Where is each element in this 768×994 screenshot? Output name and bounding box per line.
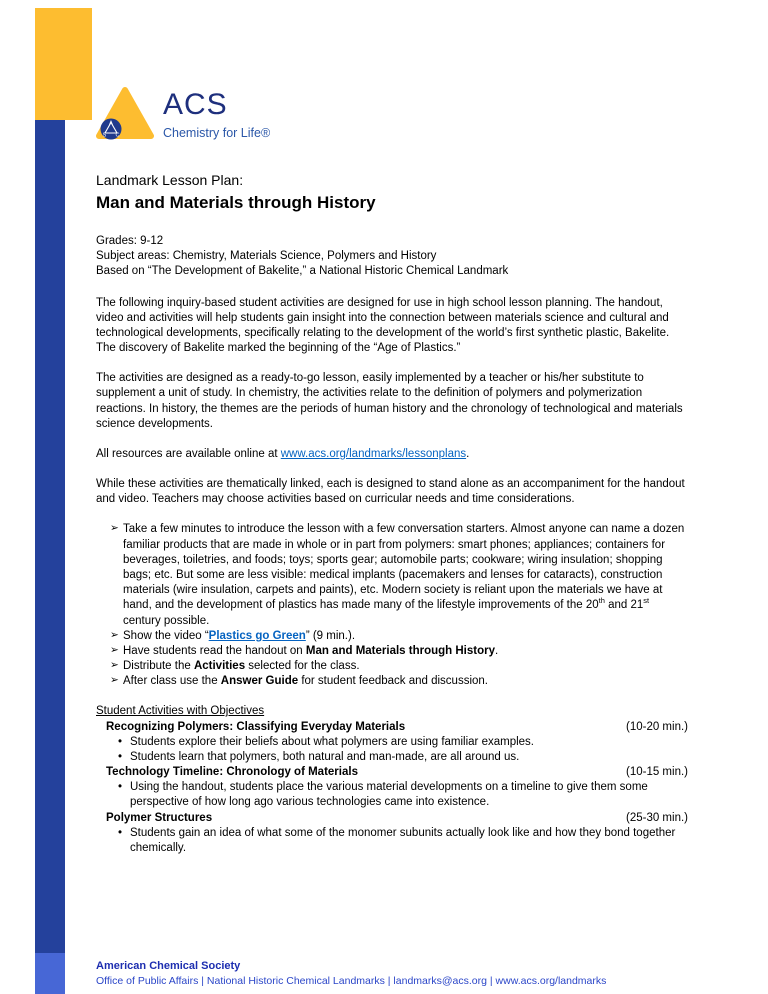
objective-text: Students learn that polymers, both natural and man-made, are all around us. <box>130 750 520 763</box>
activity-title-row <box>106 720 688 735</box>
left-blue-stripe <box>35 8 65 953</box>
list-item-text <box>123 674 688 689</box>
footer-info: Office of Public Affairs | National Historic Chemical Landmarks | landmarks@acs.org | www.acs.org/landmarks <box>96 975 607 987</box>
objective-text: Using the handout, students place the various material developments on a timeline to give them some perspective of how long ago various technologies came into existence. <box>130 781 648 809</box>
section-heading-student-activities: Student Activities with Objectives <box>96 705 265 718</box>
activity-duration: (25-30 min.) <box>626 811 688 824</box>
design-paragraph: The activities are designed as a ready-to-go lesson, easily implemented by a teacher or his/her substitute to supplement a unit of study. In chemistry, the activities relate to the definition of polymers and polymerization reactions. In history, the themes are the periods of human history and the chronology of technological and materials science developments. <box>96 372 683 430</box>
answer-guide-bold: Answer Guide <box>220 675 299 688</box>
activity-duration: (10-15 min.) <box>626 766 688 779</box>
resources-prefix: All resources are available online at <box>96 447 281 460</box>
list-item-text-segment: century possible. <box>123 614 210 627</box>
activity-block-recognizing-polymers <box>106 720 688 766</box>
activities-bold: Activities <box>193 660 246 673</box>
handout-title-bold: Man and Materials through History <box>305 644 495 657</box>
activity-title-row <box>106 811 688 826</box>
activity-title-row <box>106 765 688 780</box>
list-item-text-segment: ” (9 min.). <box>305 629 356 642</box>
list-item-conversation-starters <box>110 522 688 628</box>
activity-objective <box>118 735 688 750</box>
resources-line <box>96 447 688 462</box>
lesson-plan-label: Landmark Lesson Plan: <box>96 172 244 189</box>
activity-objective <box>118 750 688 765</box>
acs-tagline: Chemistry for Life® <box>163 126 271 140</box>
document-content <box>96 86 688 856</box>
acs-wordmark: ACS <box>163 88 228 121</box>
arrow-icon: ➢ <box>110 628 119 641</box>
resources-link[interactable]: www.acs.org/landmarks/lessonplans <box>280 447 467 460</box>
objective-text: Students explore their beliefs about what polymers are using familiar examples. <box>130 735 534 748</box>
footer-org: American Chemical Society <box>96 960 241 972</box>
subject-line: Subject areas: Chemistry, Materials Science, Polymers and History <box>96 250 437 263</box>
list-item-text <box>123 522 688 628</box>
activity-title: Polymer Structures <box>106 811 213 824</box>
bullet-dot-icon: • <box>118 750 123 763</box>
activity-objectives <box>118 826 688 856</box>
list-item-text-segment: selected for the class. <box>245 660 360 673</box>
svg-text:C: C <box>115 132 120 139</box>
based-on-line: Based on “The Development of Bakelite,” a National Historic Chemical Landmark <box>96 265 509 278</box>
arrow-icon: ➢ <box>110 659 119 672</box>
plastics-video-link[interactable]: Plastics go Green <box>208 629 306 642</box>
arrow-icon: ➢ <box>110 522 119 535</box>
grades-line: Grades: 9-12 <box>96 235 164 248</box>
meta-block <box>96 234 688 280</box>
resources-suffix: . <box>466 447 470 460</box>
activity-duration: (10-20 min.) <box>626 720 688 733</box>
activity-title: Recognizing Polymers: Classifying Everyday Materials <box>106 720 406 733</box>
list-item-read-handout <box>110 644 688 659</box>
list-item-show-video <box>110 629 688 644</box>
list-item-text-segment: After class use the <box>123 675 221 688</box>
list-item-text-segment: Have students read the handout on <box>123 644 306 657</box>
list-item-text-segment: Show the video “ <box>123 629 209 642</box>
intro-paragraph: The following inquiry-based student activities are designed for use in high school lesson planning. The handout, video and activities will help students gain insight into the connection between materials science and cultural and technological developments, specifically relating to the development of the world’s first synthetic plastic, Bakelite. The discovery of Bakelite marked the beginning of the “Age of Plastics.” <box>96 296 670 355</box>
footer <box>96 960 706 987</box>
standalone-paragraph: While these activities are thematically linked, each is designed to stand alone as an accompaniment for the handout and video. Teachers may choose activities based on curricular needs and time considerations. <box>96 478 685 506</box>
bullet-dot-icon: • <box>118 735 123 748</box>
list-item-text-segment: Take a few minutes to introduce the lesson with a few conversation starters. Almost anyone can name a dozen familiar products that are made in whole or in part from polymers: smart phones; appliances; containers for beverages, toiletries, and foods; toys; sports gear; automobile parts; cookware; wiring insulation; shopping bags; etc. But some are less visible: medical implants (pacemakers and lenses for cataracts), construction materials (wire insulation, carpets and paints), etc. Modern society is reliant upon the materials we have at hand, and the development of plastics has made many of the lifestyle improvements of the 20 <box>123 523 685 612</box>
activity-objective <box>118 780 688 810</box>
lesson-steps-list <box>110 522 688 689</box>
list-item-text-segment: for student feedback and discussion. <box>298 675 488 688</box>
list-item-text-segment: Distribute the <box>123 660 194 673</box>
svg-text:A: A <box>109 120 113 127</box>
list-item-distribute-activities <box>110 659 688 674</box>
activity-objectives <box>118 735 688 765</box>
acs-triangle-icon <box>96 86 154 147</box>
list-item-text <box>123 644 688 659</box>
superscript-st: st <box>643 596 650 606</box>
activity-objectives <box>118 780 688 810</box>
left-blue-stripe-bottom <box>35 953 65 994</box>
arrow-icon: ➢ <box>110 674 119 687</box>
objective-text: Students gain an idea of what some of the monomer subunits actually look like and how they bond together chemically. <box>130 826 676 854</box>
yellow-accent-block <box>35 8 92 120</box>
bullet-dot-icon: • <box>118 826 123 839</box>
list-item-text-segment: and 21 <box>604 599 644 612</box>
activity-objective <box>118 826 688 856</box>
list-item-answer-guide <box>110 674 688 689</box>
list-item-text-segment: . <box>495 644 499 657</box>
list-item-text <box>123 629 688 644</box>
activity-block-polymer-structures <box>106 811 688 857</box>
page-title: Man and Materials through History <box>96 192 376 212</box>
superscript-th: th <box>598 596 605 606</box>
bullet-dot-icon: • <box>118 781 123 794</box>
acs-logo-text <box>163 86 270 142</box>
svg-text:S: S <box>102 132 107 139</box>
arrow-icon: ➢ <box>110 643 119 656</box>
acs-logo <box>96 86 688 147</box>
activity-title: Technology Timeline: Chronology of Materials <box>106 766 358 779</box>
list-item-text <box>123 659 688 674</box>
activity-block-technology-timeline <box>106 765 688 811</box>
